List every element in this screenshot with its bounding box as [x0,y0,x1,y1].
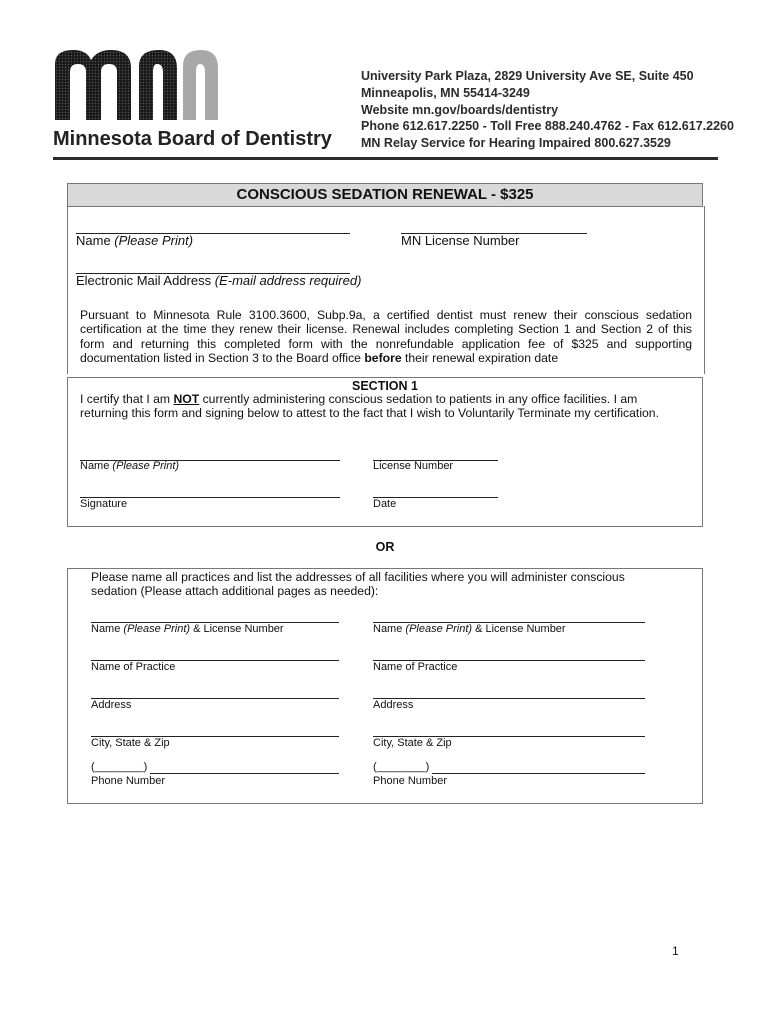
address-line: University Park Plaza, 2829 University Ave SE, Suite 450 [361,69,694,83]
s1-date-label: Date [373,498,397,510]
practice1-phone-field[interactable] [150,773,339,774]
practice2-address-field[interactable] [373,698,645,699]
board-name: Minnesota Board of Dentistry [53,128,332,150]
or-label: OR [375,540,395,554]
practice2-address-label: Address [373,699,414,711]
website-line: Website mn.gov/boards/dentistry [361,102,559,117]
board-address [361,68,734,152]
license-label: MN License Number [401,233,520,248]
practice2-name-label: Name (Please Print) & License Number [373,623,566,635]
section2-instructions: Please name all practices and list the addresses of all facilities where you will administer conscious sedation (Please attach additional pages as needed): [91,570,625,599]
header-divider [53,157,718,160]
section1-title: SECTION 1 [352,379,418,393]
practice2-city-label: City, State & Zip [373,737,452,749]
form-title: CONSCIOUS SEDATION RENEWAL - $325 [67,183,703,207]
relay-line: MN Relay Service for Hearing Impaired 800.627.3529 [361,136,671,151]
s1-license-label: License Number [373,460,454,472]
practice1-practice-label: Name of Practice [91,661,176,673]
mn-logo-icon [55,48,220,122]
practice1-address-label: Address [91,699,132,711]
s1-signature-label: Signature [80,498,128,510]
instructions-paragraph: Pursuant to Minnesota Rule 3100.3600, Subp.9a, a certified dentist must renew their conscious sedation certification at the time they renew their license. Renewal includes completing Section 1 and Section 2 of this form and returning this completed form with the nonrefundable application fee of $325 and supporting documentation listed in Section 3 to the Board office before their renewal expiration date [80,308,692,366]
practice1-phone-label: Phone Number [91,775,165,787]
practice2-phone-prefix: (________) [373,761,430,773]
practice1-city-label: City, State & Zip [91,737,170,749]
practice2-phone-field[interactable] [432,773,645,774]
practice2-phone-label: Phone Number [373,775,447,787]
email-label: Electronic Mail Address (E-mail address required) [76,273,362,288]
name-label: Name (Please Print) [76,233,194,248]
practice2-practice-label: Name of Practice [373,661,458,673]
s1-name-label: Name (Please Print) [80,460,180,472]
practice1-name-label: Name (Please Print) & License Number [91,623,284,635]
practice1-phone-prefix: (________) [91,761,148,773]
section1-statement: I certify that I am NOT currently administering conscious sedation to patients in any office facilities. I am returning this form and signing below to attest to the fact that I wish to Voluntarily Terminate my certification. [80,392,659,421]
phone-line: Phone 612.617.2250 - Toll Free 888.240.4762 - Fax 612.617.2260 [361,119,734,134]
page-number: 1 [672,944,679,958]
address-line: Minneapolis, MN 55414-3249 [361,85,530,100]
